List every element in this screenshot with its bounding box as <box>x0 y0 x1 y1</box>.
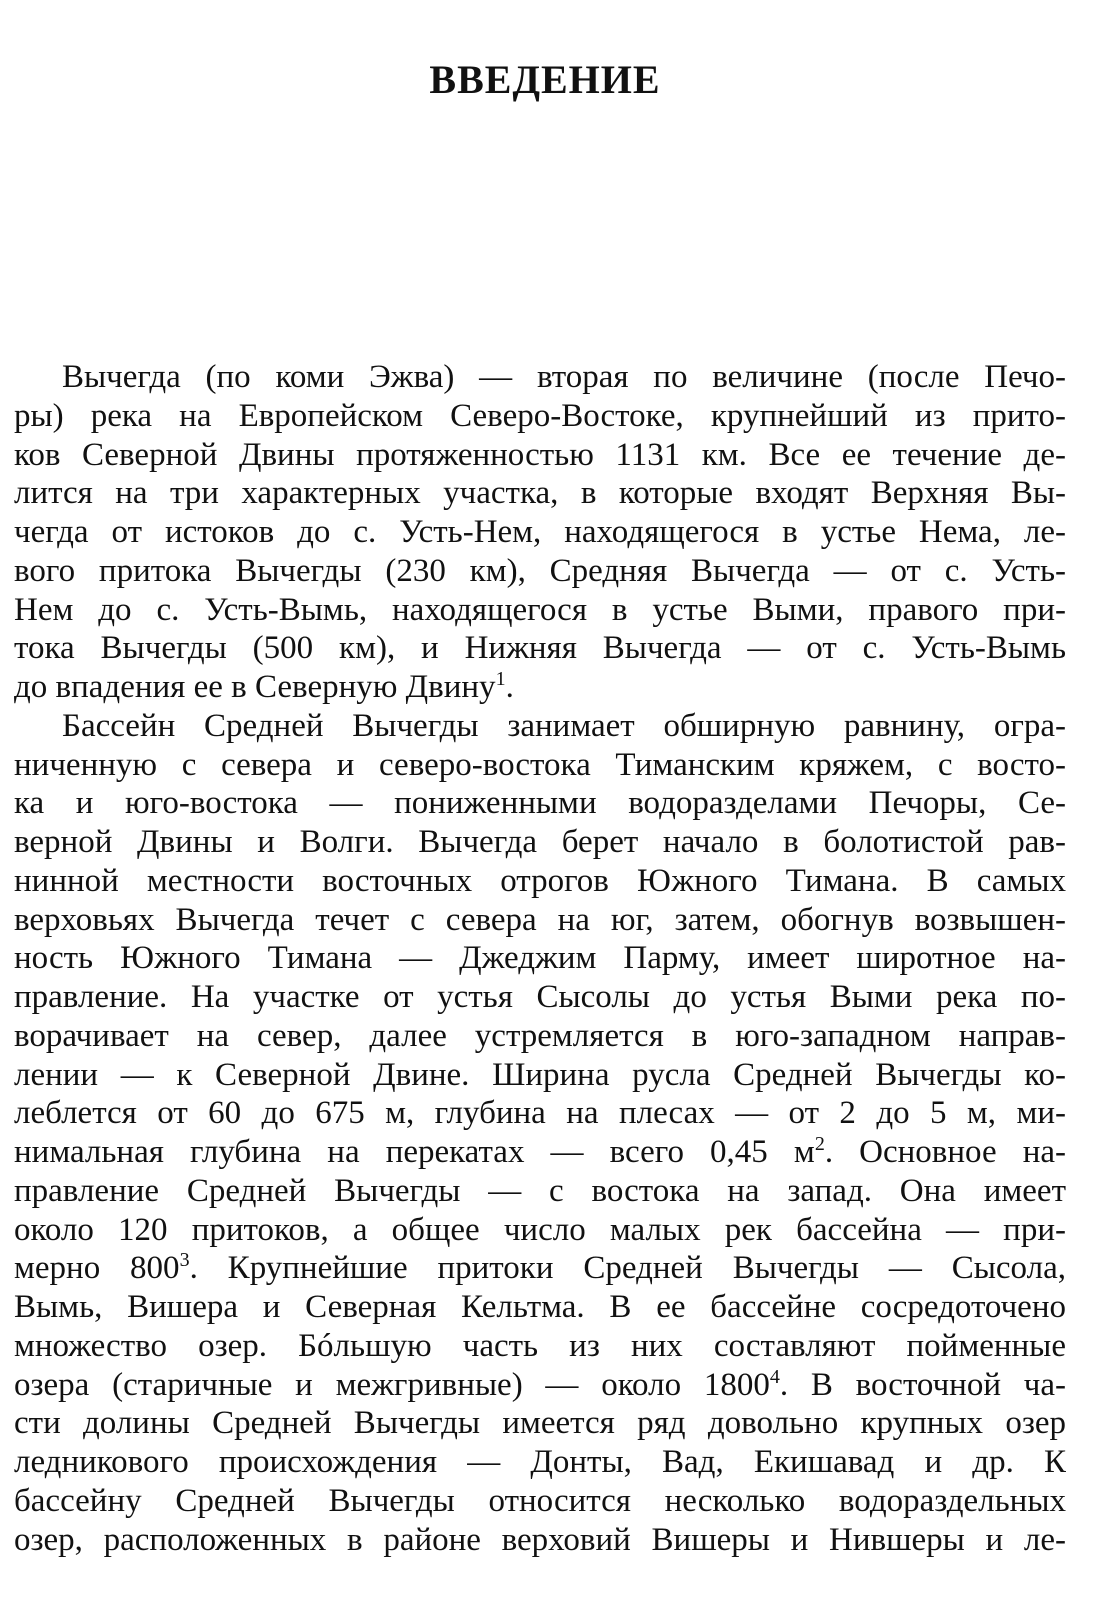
text-line: леблется от 60 до 675 м, глубина на плесах — от 2 до 5 м, ми- <box>14 1095 1066 1132</box>
text-line: озер, расположенных в районе верховий Вишеры и Нившеры и ле- <box>14 1521 1066 1558</box>
text-segment: до впадения ее в Северную Двину <box>14 669 496 705</box>
text-line: Вымь, Вишера и Северная Кельтма. В ее бассейне сосредоточено <box>14 1289 1066 1325</box>
text-line: лится на три характерных участка, в которые входят Верхняя Вы- <box>14 475 1066 512</box>
text-line: тока Вычегды (500 км), и Нижняя Вычегда — от с. Усть-Вымь <box>14 630 1066 667</box>
text-line: ность Южного Тимана — Джеджим Парму, имеет широтное на- <box>14 940 1066 977</box>
text-line: Бассейн Средней Вычегды занимает обширную равнину, огра- <box>62 707 1066 744</box>
footnote-marker: 4 <box>769 1365 780 1388</box>
paragraph-2 <box>14 707 1066 1560</box>
text-segment: мерно 800 <box>14 1250 180 1287</box>
text-segment: . В восточной ча- <box>779 1366 1066 1403</box>
text-line: правление. На участке от устья Сысолы до устья Выми река по- <box>14 979 1066 1015</box>
text-line: нинной местности восточных отрогов Южного Тимана. В самых <box>14 862 1066 899</box>
text-segment: . <box>505 669 514 705</box>
text-segment: . Крупнейшие притоки Средней Вычегды — Сысола, <box>189 1250 1066 1287</box>
text-line: верной Двины и Волги. Вычегда берет начало в болотистой рав- <box>14 824 1066 860</box>
footnote-marker: 3 <box>179 1249 190 1272</box>
body-text <box>14 358 1066 1559</box>
text-line: ворачивает на север, далее устремляется в юго-западном направ- <box>14 1017 1066 1054</box>
paragraph-1 <box>14 358 1066 707</box>
text-line: ры) река на Европейском Северо-Востоке, крупнейший из прито- <box>14 397 1066 434</box>
text-line <box>14 1249 1066 1288</box>
footnote-marker: 2 <box>814 1133 825 1155</box>
text-line <box>14 1366 1066 1405</box>
text-segment: . Основное на- <box>824 1134 1066 1170</box>
text-line: около 120 притоков, а общее число малых рек бассейна — при- <box>14 1211 1066 1248</box>
text-line: Вычегда (по коми Эжва) — вторая по величине (после Печо- <box>62 359 1066 395</box>
text-segment: нимальная глубина на перекатах — всего 0,45 м <box>14 1134 815 1170</box>
text-line: сти долины Средней Вычегды имеется ряд довольно крупных озер <box>14 1405 1066 1442</box>
text-line: лении — к Северной Двине. Ширина русла Средней Вычегды ко- <box>14 1056 1066 1093</box>
text-line: Нем до с. Усть-Вымь, находящегося в устье Выми, правого при- <box>14 591 1066 628</box>
text-line: ледникового происхождения — Донты, Вад, Екишавад и др. К <box>14 1444 1066 1480</box>
text-line: вого притока Вычегды (230 км), Средняя Вычегда — от с. Усть- <box>14 552 1066 589</box>
text-line: ка и юго-востока — пониженными водоразделами Печоры, Се- <box>14 785 1066 822</box>
text-line: чегда от истоков до с. Усть-Нем, находящегося в устье Нема, ле- <box>14 514 1066 550</box>
text-line: бассейну Средней Вычегды относится несколько водораздельных <box>14 1482 1066 1519</box>
text-line: правление Средней Вычегды — с востока на запад. Она имеет <box>14 1172 1066 1209</box>
footnote-marker: 1 <box>495 668 506 690</box>
text-line: ниченную с севера и северо-востока Тиманским кряжем, с восто- <box>14 746 1066 783</box>
text-line: верховьях Вычегда течет с севера на юг, затем, обогнув возвышен- <box>14 901 1066 938</box>
page-title: ВВЕДЕНИЕ <box>429 57 661 102</box>
text-line <box>14 668 1066 707</box>
text-segment: озера (старичные и межгривные) — около 1800 <box>14 1366 770 1403</box>
text-line: ков Северной Двины протяженностью 1131 км. Все ее течение де- <box>14 436 1066 473</box>
text-line <box>14 1133 1066 1172</box>
text-line: множество озер. Бóльшую часть из них составляют пойменные <box>14 1327 1066 1364</box>
